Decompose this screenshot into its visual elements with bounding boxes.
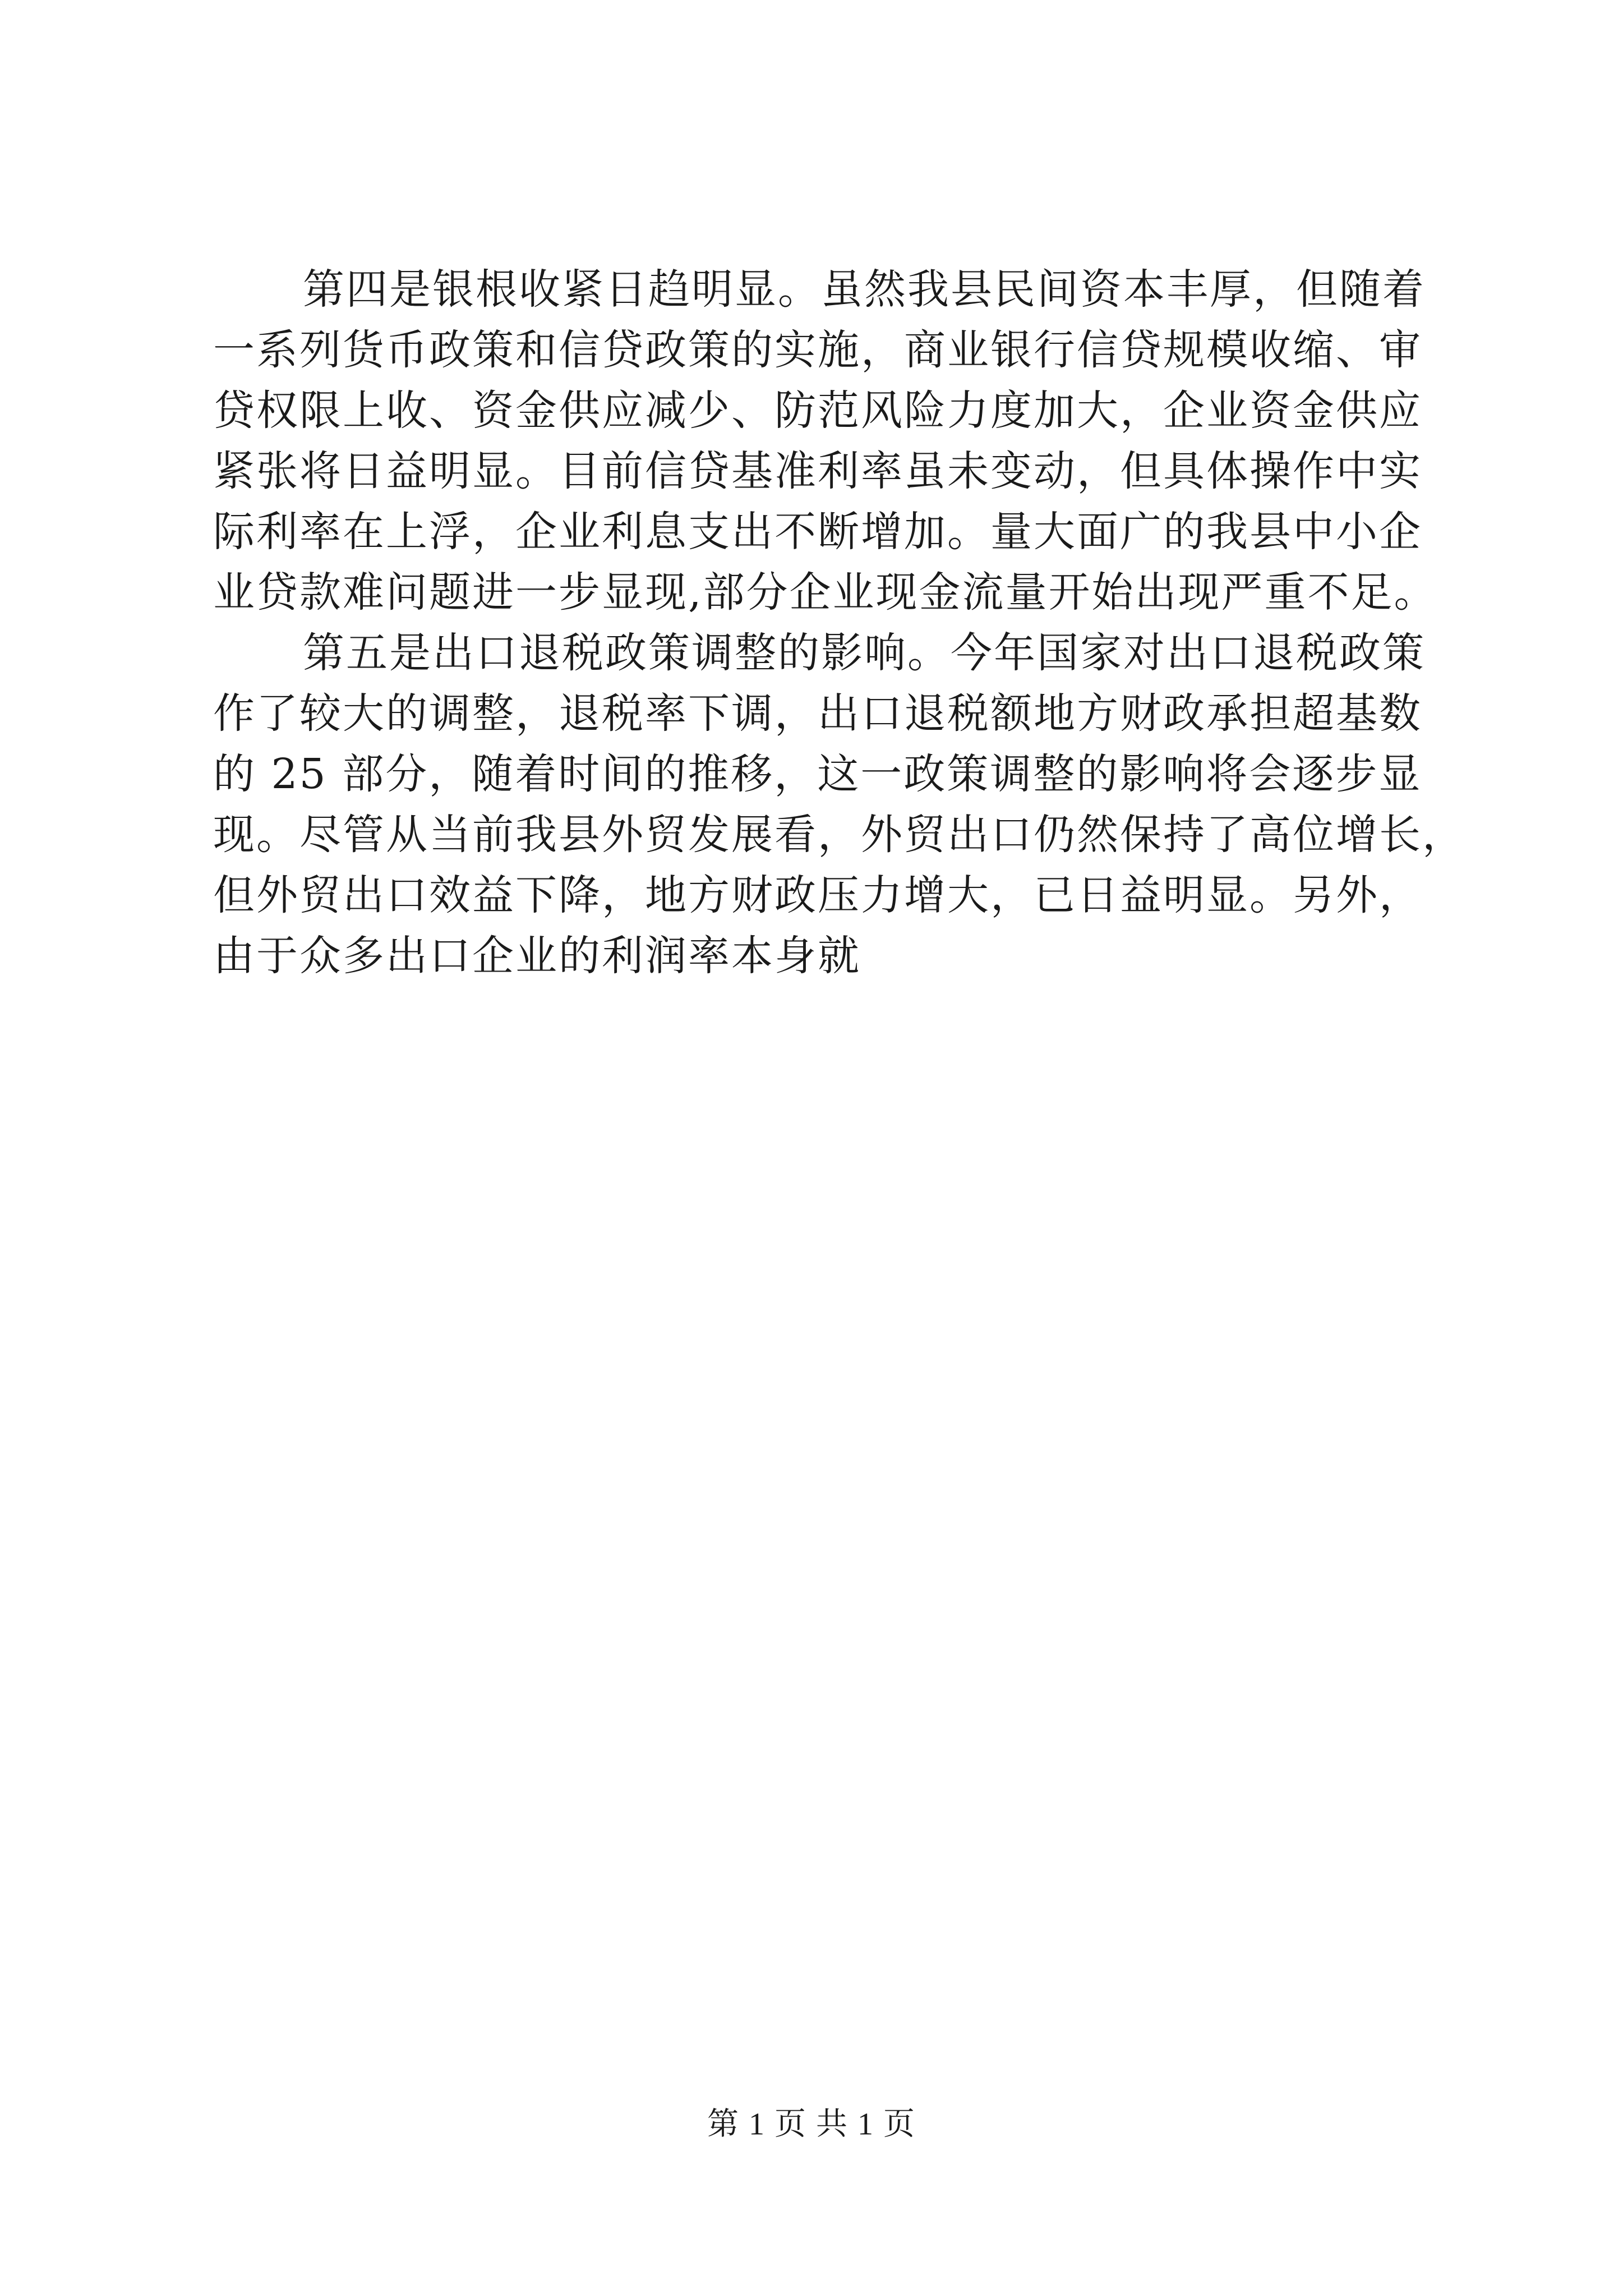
- text-line: 贷权限上收、资金供应减少、防范风险力度加大，企业资金供应: [213, 386, 1422, 435]
- text-line: 的 25 部分，随着时间的推移，这一政策调整的影响将会逐步显: [213, 750, 1422, 798]
- text-line: 业贷款难问题进一步显现,部分企业现金流量开始出现严重不足。: [213, 568, 1437, 616]
- text-line: 际利率在上浮，企业利息支出不断增加。量大面广的我县中小企: [213, 508, 1422, 556]
- paragraph-1: [213, 259, 1437, 623]
- text-line: 紧张将日益明显。目前信贷基准利率虽未变动，但具体操作中实: [213, 447, 1422, 495]
- text-line: 作了较大的调整，退税率下调，出口退税额地方财政承担超基数: [213, 689, 1422, 738]
- text-line: 但外贸出口效益下降，地方财政压力增大，已日益明显。另外，: [213, 871, 1422, 919]
- document-body: [213, 259, 1465, 986]
- text-line: 一系列货币政策和信贷政策的实施，商业银行信贷规模收缩、审: [213, 326, 1422, 374]
- text-line: 现。尽管从当前我县外贸发展看，外贸出口仍然保持了高位增长，: [213, 811, 1465, 859]
- text-line: 第五是出口退税政策调整的影响。今年国家对出口退税政策: [303, 629, 1426, 677]
- page-number-footer: 第 1 页 共 1 页: [707, 2107, 916, 2142]
- paragraph-2: [213, 623, 1465, 986]
- text-line: 由于众多出口企业的利润率本身就: [213, 932, 861, 980]
- text-line: 第四是银根收紧日趋明显。虽然我县民间资本丰厚，但随着: [303, 265, 1426, 314]
